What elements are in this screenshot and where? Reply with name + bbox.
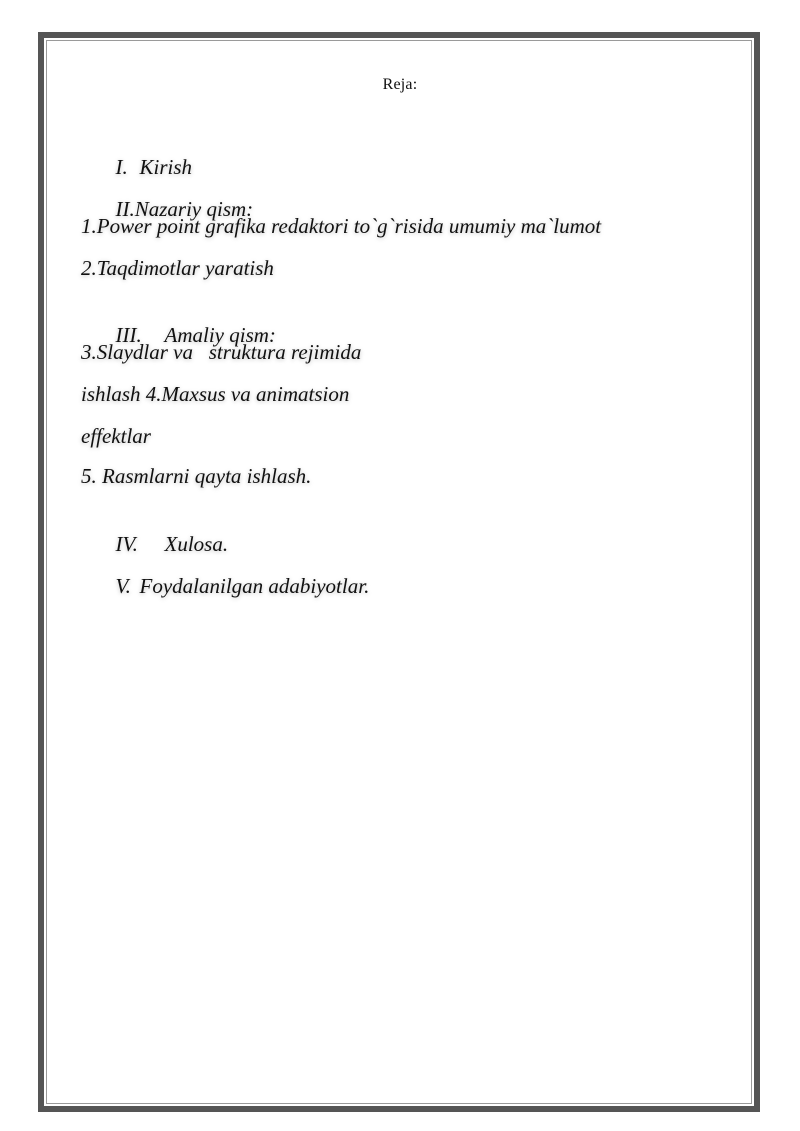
outline-item-3: 1.Power point grafika redaktori to`g`risida umumiy ma`lumot [81, 214, 602, 238]
outline-item-8: effektlar [81, 424, 151, 448]
outline-numeral: V. [115, 574, 131, 598]
outline-numeral: IV. [115, 532, 138, 556]
outline-item-4: 2.Taqdimotlar yaratish [81, 256, 274, 280]
outline-text: Foydalanilgan adabiyotlar. [139, 574, 370, 598]
document-title: Reja: [382, 76, 418, 93]
outline-item-6: 3.Slaydlar va struktura rejimida [81, 340, 362, 364]
outline-text: Kirish [139, 155, 193, 179]
outline-item-7: ishlash 4.Maxsus va animatsion [81, 382, 350, 406]
outline-numeral: II. [115, 197, 135, 221]
outline-text: Amaliy qism: [164, 323, 276, 347]
outline-text: Xulosa. [164, 532, 229, 556]
outline-numeral: III. [115, 323, 142, 347]
outline-item-11 [105, 549, 369, 599]
outline-item-9: 5. Rasmlarni qayta ishlash. [81, 464, 312, 488]
outline-numeral: I. [115, 155, 128, 179]
outline-text: Nazariy qism: [134, 197, 254, 221]
